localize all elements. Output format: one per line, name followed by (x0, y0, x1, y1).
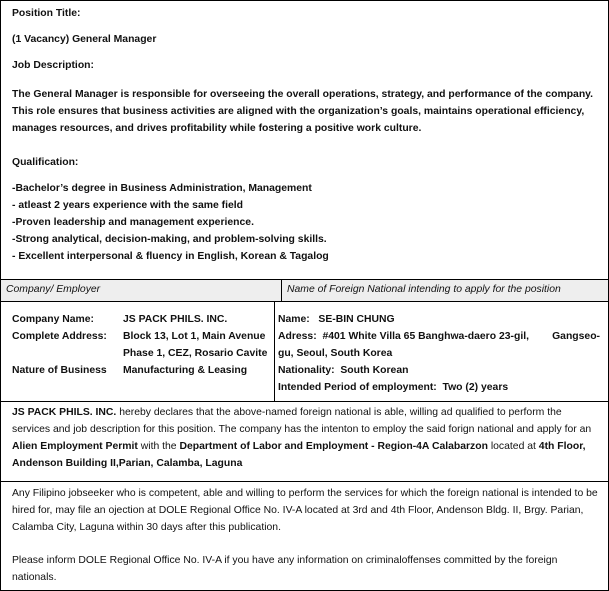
declaration-section (1, 402, 608, 482)
decl-permit: Alien Employment Permit (12, 441, 138, 452)
fn-period: Intended Period of employment: Two (2) years (277, 382, 509, 393)
header-foreign-national: Name of Foreign National intending to apply for the position (287, 284, 561, 295)
fn-address-line1: Adress: #401 White Villa 65 Banghwa-daero 23-gil, Gangseo- (277, 331, 600, 342)
fn-name: Name: SE-BIN CHUNG (277, 314, 395, 325)
details-table (1, 302, 608, 402)
decl-text3: located at (487, 441, 539, 452)
position-section (1, 1, 608, 280)
footer-inform-text: Please inform DOLE Regional Office No. IV-A if you have any information on criminaloffenses committed by the foreign nationals. (12, 555, 558, 583)
address-line2: Phase 1, CEZ, Rosario Cavite (123, 348, 268, 359)
decl-department: Department of Labor and Employment - Region-4A Calabarzon (179, 441, 488, 452)
qualification-item: -Proven leadership and management experience. (12, 217, 254, 228)
qualification-item: - atleast 2 years experience with the same field (12, 200, 244, 211)
qualification-item: - Excellent interpersonal & fluency in English, Korean & Tagalog (12, 251, 329, 262)
address-label: Complete Address: (12, 331, 107, 342)
job-description-text: The General Manager is responsible for overseeing the overall operations, strategy, and performance of the company. This role ensures that business activities are aligned with the organization’s goals, maintains operational efficiency, manages resources, and drives profitability while fostering a positive work culture. (12, 89, 594, 134)
decl-text2: with the (137, 441, 180, 452)
address-line1: Block 13, Lot 1, Main Avenue (123, 331, 266, 342)
position-title-label: Position Title: (12, 8, 81, 19)
nature-value: Manufacturing & Leasing (123, 365, 248, 376)
decl-location: 4th Floor, Andenson Building II,Parian, Calamba, Laguna (12, 441, 586, 469)
fn-address-line2: gu, Seoul, South Korea (277, 348, 393, 359)
foreign-national-details (275, 302, 608, 401)
company-name-value: JS PACK PHILS. INC. (123, 314, 228, 325)
position-title-value: (1 Vacancy) General Manager (12, 34, 157, 45)
header-company-employer: Company/ Employer (1, 280, 282, 301)
company-name-label: Company Name: (12, 314, 94, 325)
job-description-label: Job Description: (12, 60, 94, 71)
declaration-text (12, 404, 602, 472)
decl-company: JS PACK PHILS. INC. (12, 407, 117, 418)
footer-objection-text: Any Filipino jobseeker who is competent, able and willing to perform the services for which the foreign national is intended to be hired for, may file an ojection at DOLE Regional Office No. IV-A located at 3rd and 4th Floor, Andenson Bldg. II, Brgy. Parian, Calamba City, Laguna within 30 days after this publication. (12, 488, 598, 533)
nature-label: Nature of Business (12, 365, 107, 376)
company-details (1, 302, 275, 401)
qualification-item: -Bachelor’s degree in Business Administration, Management (12, 183, 312, 194)
footer-section (1, 482, 608, 586)
fn-nationality: Nationality: South Korean (277, 365, 409, 376)
decl-text1: hereby declares that the above-named foreign national is able, willing ad qualified to perform the services and job description for this position. The company has the intenton to employ the said forign national and apply for an (12, 407, 592, 435)
qualification-item: -Strong analytical, decision-making, and problem-solving skills. (12, 234, 327, 245)
qualification-label: Qualification: (12, 157, 79, 168)
table-header (1, 280, 608, 302)
